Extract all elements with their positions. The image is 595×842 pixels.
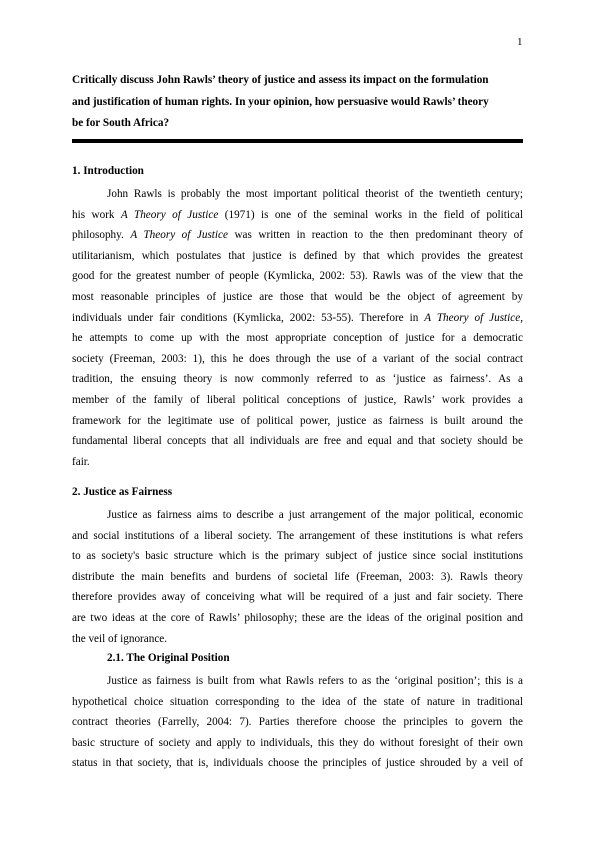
text-line: individuals under fair conditions (Kymlicka, 2002: 53-55). Therefore in A Theory of Justice, [72, 311, 523, 324]
text-line: good for the greatest number of people (Kymlicka, 2002: 53). Rawls was of the view that the [72, 270, 523, 283]
text-line: framework for the legitimate use of political power, justice as fairness is built around the [72, 414, 523, 427]
introduction-heading: 1. Introduction [72, 165, 144, 177]
text-line: are two ideas at the core of Rawls’ philosophy; these are the ideas of the original position and [72, 611, 523, 624]
title-line: Critically discuss John Rawls’ theory of justice and assess its impact on the formulation [72, 74, 489, 86]
text-line: distribute the main benefits and burdens of societal life (Freeman, 2003: 3). Rawls theory [72, 570, 523, 583]
text-line: contract theories (Farrelly, 2004: 7). Parties therefore choose the principles to govern the [72, 716, 523, 729]
justice-as-fairness-paragraph [72, 505, 523, 649]
justice-as-fairness-heading: 2. Justice as Fairness [72, 486, 173, 498]
text-line: society (Freeman, 2003: 1), this he does through the use of a variant of the social contract [72, 352, 523, 365]
text-line: Justice as fairness is built from what Rawls refers to as the ‘original position’; this is a [107, 675, 523, 687]
text-line: most reasonable principles of justice are those that would be the object of agreement by [72, 290, 523, 303]
text-line: utilitarianism, which postulates that justice is defined by that which provides the greatest [72, 249, 523, 262]
book-title: A Theory of Justice [424, 311, 521, 324]
text-line: member of the family of liberal political conceptions of justice, Rawls’ work provides a [72, 393, 523, 406]
introduction-paragraph [72, 184, 523, 472]
text-line: and social institutions of a liberal society. The arrangement of these institutions is what refers [72, 529, 523, 542]
book-title: A Theory of Justice [120, 208, 219, 221]
title-rule [72, 139, 523, 143]
text-line: status in that society, that is, individuals choose the principles of justice shrouded by a veil of [72, 757, 523, 770]
text-line: Justice as fairness aims to describe a just arrangement of the major political, economic [107, 509, 523, 521]
page-number: 1 [517, 36, 523, 48]
original-position-heading: 2.1. The Original Position [107, 652, 230, 664]
text-line: the veil of ignorance. [72, 632, 168, 645]
text-line: his work A Theory of Justice (1971) is one of the seminal works in the field of political [72, 208, 523, 221]
text-line: John Rawls is probably the most important political theorist of the twentieth century; [107, 188, 523, 200]
title-line: and justification of human rights. In your opinion, how persuasive would Rawls’ theory [72, 95, 489, 108]
book-title: A Theory of Justice [130, 229, 228, 242]
text-line: fair. [72, 455, 90, 468]
essay-title [72, 70, 524, 135]
text-line: therefore provides away of conceiving what will be required of a just and fair society. There [72, 591, 523, 604]
text-line: to as society's basic structure which is the primary subject of justice since social institutions [72, 550, 523, 563]
text-line: basic structure of society and apply to individuals, this they do without foresight of their own [72, 736, 523, 749]
text-line: philosophy. A Theory of Justice was written in reaction to the then predominant theory of [72, 229, 523, 242]
original-position-paragraph [72, 671, 523, 774]
text-line: he attempts to come up with the most appropriate conception of justice for a democratic [72, 332, 523, 345]
text-line: hypothetical choice situation corresponding to the idea of the state of nature in traditional [72, 695, 523, 708]
title-line: be for South Africa? [72, 117, 170, 129]
text-line: fundamental liberal concepts that all individuals are free and equal and that society should be [72, 435, 523, 448]
text-line: tradition, the ensuing theory is now commonly referred to as ‘justice as fairness’. As a [72, 373, 523, 386]
